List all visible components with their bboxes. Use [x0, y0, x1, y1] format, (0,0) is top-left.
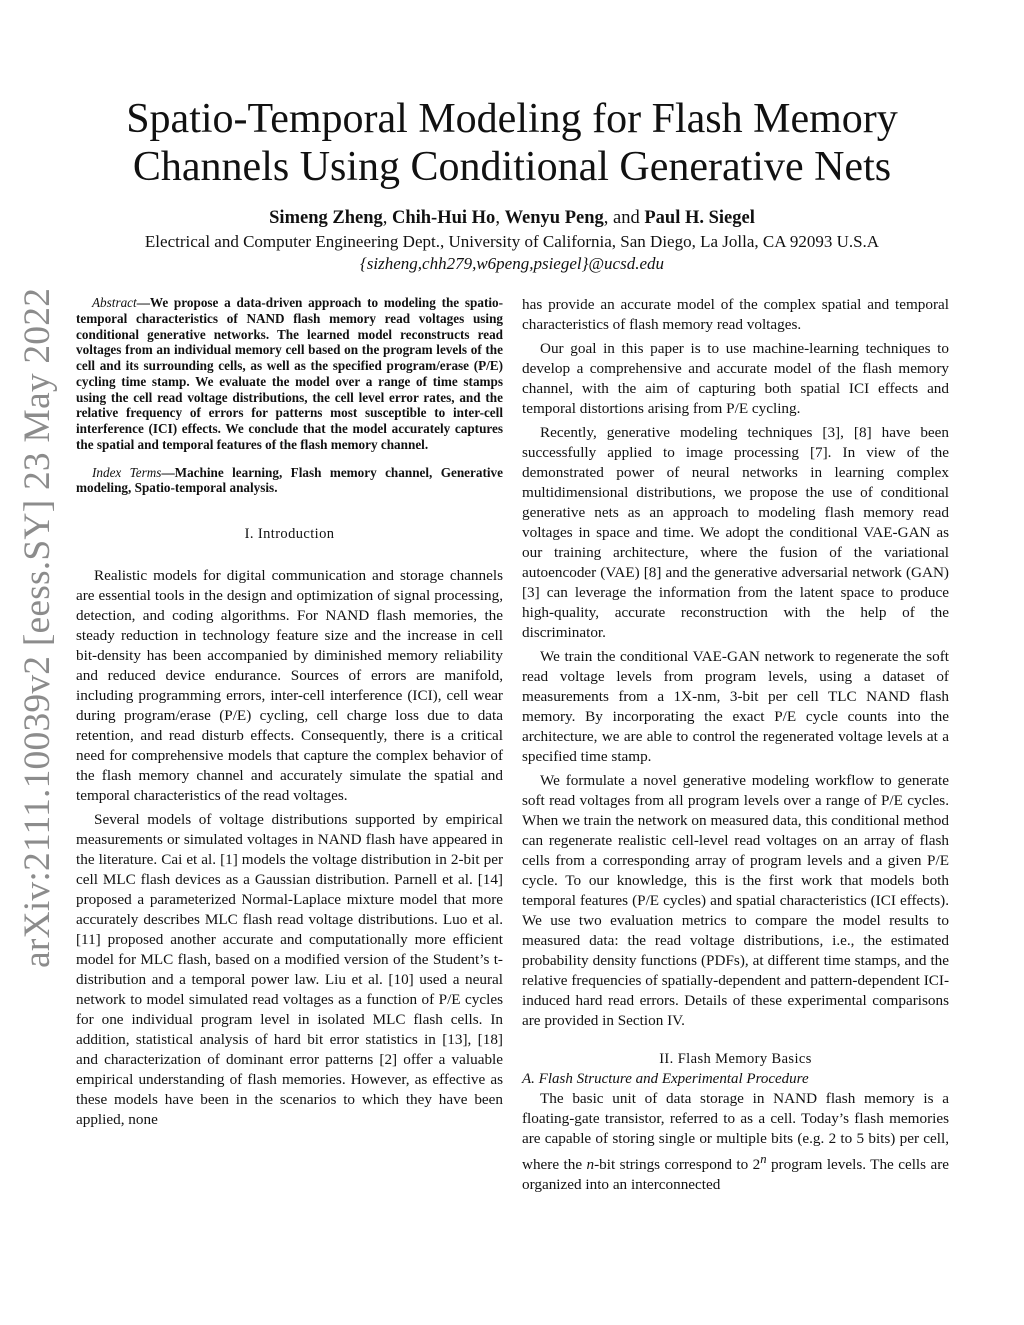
basics-text-b: -bit strings correspond to 2: [594, 1156, 761, 1174]
section-heading-flash-memory-basics: II. Flash Memory Basics: [659, 1051, 812, 1067]
title-line-2: Channels Using Conditional Generative Nets: [132, 144, 892, 190]
section-heading-introduction: I. Introduction: [244, 526, 335, 542]
basics-paragraph-1: [522, 1089, 949, 1195]
intro-paragraph-2: Several models of voltage distributions supported by empirical measurements or simulated voltages in NAND flash have appeared in the literature. Cai et al. [1] models the voltage distribution in 2-bit per cell MLC flash devices as a Gaussian distribution. Parnell et al. [14] proposed a parameterized Normal-Laplace mixture model that more accurately describes MLC flash read voltage distributions. Luo et al. [11] proposed another accurate and computationally more efficient model for MLC flash, based on a modified version of the Student’s t-distribution and a temporal power law. Liu et al. [10] used a neural network to model simulated read voltages as a function of P/E cycles for one individual program level in isolated MLC flash cells. In addition, statistical analysis of hard bit error statistics in [13], [18] and characterization of dominant error patterns [2] offer a valuable empirical understanding of flash memories. However, as effective as these models have been in the scenarios to which they have been applied, none: [76, 811, 503, 1128]
index-terms: [76, 465, 503, 497]
basics-text-a: The basic unit of data storage in NAND flash memory is a floating-gate transistor, referred to as a cell. Today’s flash memories are capable of storing single or multiple bits (e.g. 2 to 5 bits) per cell, where the: [522, 1090, 949, 1174]
math-superscript-n: n: [760, 1152, 767, 1166]
author-and: and: [613, 208, 640, 228]
author-separator: ,: [495, 208, 500, 228]
intro-paragraph-3: Our goal in this paper is to use machine-learning techniques to develop a comprehensive and accurate model of the flash memory channel, with the aim of capturing both spatial ICI effects and temporal distortions arising from P/E cycling.: [522, 340, 949, 417]
author-list: [60, 207, 964, 229]
abstract: [76, 295, 503, 453]
basics-text-c: program levels. The cells are organized into an interconnected: [522, 1156, 949, 1194]
subsection-heading-flash-structure: A. Flash Structure and Experimental Procedure: [522, 1071, 809, 1087]
author-4: Paul H. Siegel: [644, 208, 755, 228]
index-terms-text: —Machine learning, Flash memory channel, Generative modeling, Spatio-temporal analysis.: [76, 464, 503, 496]
title-line-1: Spatio-Temporal Modeling for Flash Memory: [126, 96, 898, 142]
author-2: Chih-Hui Ho: [391, 208, 496, 228]
intro-paragraph-2-continued: has provide an accurate model of the complex spatial and temporal characteristics of flash memory read voltages.: [522, 296, 949, 333]
author-3: Wenyu Peng: [504, 208, 604, 228]
affiliation: Electrical and Computer Engineering Dept., University of California, San Diego, La Jolla, CA 92093 U.S.A: [144, 232, 880, 251]
intro-paragraph-4: Recently, generative modeling techniques [3], [8] have been successfully applied to image processing [7]. In view of the demonstrated power of neural networks in learning complex multidimensional distributions, we propose the use of conditional generative nets as an approach to modeling flash memory read voltages in space and time. We adopt the conditional VAE-GAN as our training architecture, where the fusion of the variational autoencoder (VAE) [8] and the generative adversarial network (GAN) [3] can leverage the information from the latent space to produce high-quality, accurate reconstruction with the help of the discriminator.: [522, 424, 949, 641]
abstract-label: Abstract: [92, 295, 137, 310]
math-n: n: [586, 1156, 595, 1174]
right-column: [522, 295, 949, 1195]
author-emails: {sizheng,chh279,w6peng,psiegel}@ucsd.edu: [359, 254, 665, 273]
index-terms-label: Index Terms: [92, 464, 162, 480]
author-separator: ,: [603, 208, 609, 228]
paper-title: [60, 95, 964, 191]
arxiv-identifier: arXiv:2111.10039v2 [eess.SY] 23 May 2022: [17, 287, 58, 968]
left-column: [76, 295, 503, 1130]
intro-paragraph-6: We formulate a novel generative modeling workflow to generate soft read voltages from all program levels over a range of P/E cycles. When we train the network on measured data, this conditional method can regenerate realistic cell-level read voltages on an array of flash cells from a corresponding array of program levels and a given P/E cycle. To our knowledge, this is the first work that models both temporal features (P/E cycles) and spatial characteristics (ICI effects). We use two evaluation metrics to compare the model results to measured data: the read voltage distributions, i.e., the estimated probability density functions (PDFs), at different time stamps, and the relative frequencies of spatially-dependent and pattern-dependent ICI-induced hard read errors. Details of these experimental comparisons are provided in Section IV.: [522, 772, 949, 1029]
intro-paragraph-5: We train the conditional VAE-GAN network to regenerate the soft read voltage levels from program levels, using a dataset of measurements from a 1X-nm, 3-bit per cell TLC NAND flash memory. By incorporating the exact P/E cycle counts into the architecture, we are able to control the regenerated voltage levels at a specified time stamp.: [522, 648, 949, 765]
author-1: Simeng Zheng: [269, 208, 383, 228]
abstract-text: —We propose a data-driven approach to modeling the spatio-temporal characteristics of NAND flash memory read voltages using conditional generative networks. The learned model reconstructs read voltages from an individual memory cell based on the program levels of the cell and its surrounding cells, as well as the specified program/erase (P/E) cycling time stamp. We evaluate the model over a range of time stamps using the cell read voltage distributions, the cell level error rates, and the relative frequency of errors for patterns most susceptible to inter-cell interference (ICI) effects. We conclude that the model accurately captures the spatial and temporal features of the flash memory channel.: [76, 295, 503, 452]
author-separator: ,: [382, 208, 388, 228]
intro-paragraph-1: Realistic models for digital communication and storage channels are essential tools in the design and optimization of signal processing, detection, and coding algorithms. For NAND flash memories, the steady reduction in technology feature size and the increase in cell bit-density has been accompanied by diminished memory reliability and reduced device endurance. Sources of errors are manifold, including programming errors, inter-cell interference (ICI), cell wear during program/erase (P/E) cycling, cell charge loss due to data retention, and read disturb effects. Consequently, there is a critical need for comprehensive models that capture the complex behavior of the flash memory channel and accurately simulate the spatial and temporal characteristics of the read voltages.: [76, 567, 503, 804]
